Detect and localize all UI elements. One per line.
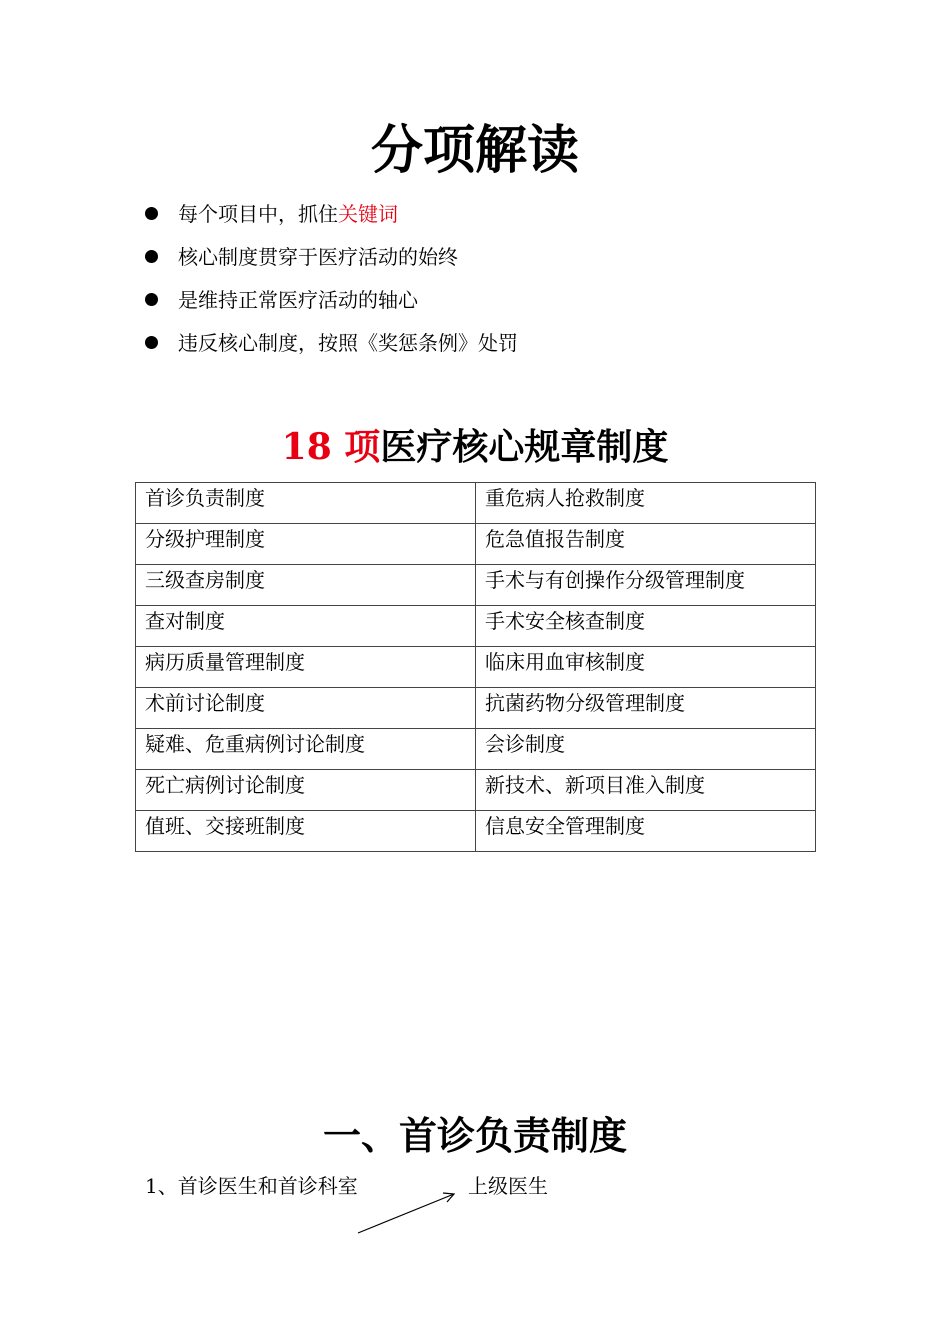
item-senior-doctor: 上级医生 — [468, 1174, 548, 1198]
table-row — [136, 770, 816, 811]
bullet-text: 核心制度贯穿于医疗活动的始终 — [178, 244, 458, 269]
table-cell: 会诊制度 — [476, 729, 816, 770]
table-cell: 危急值报告制度 — [476, 524, 816, 565]
bullet-text: 违反核心制度，按照《奖惩条例》处罚 — [178, 330, 518, 355]
table-cell: 信息安全管理制度 — [476, 811, 816, 852]
bullet-icon — [145, 207, 158, 220]
table-row — [136, 565, 816, 606]
table-row — [136, 811, 816, 852]
table-cell: 分级护理制度 — [136, 524, 476, 565]
table-cell: 首诊负责制度 — [136, 483, 476, 524]
table-row — [136, 606, 816, 647]
list-item — [145, 235, 518, 278]
table-cell: 查对制度 — [136, 606, 476, 647]
arrow-icon — [350, 1188, 465, 1238]
list-item — [145, 192, 518, 235]
table-row — [136, 729, 816, 770]
list-item — [145, 278, 518, 321]
section-title-text: 医疗核心规章制度 — [380, 426, 669, 468]
bullet-icon — [145, 336, 158, 349]
bullet-icon — [145, 250, 158, 263]
table-cell: 手术安全核查制度 — [476, 606, 816, 647]
table-row — [136, 647, 816, 688]
table-cell: 抗菌药物分级管理制度 — [476, 688, 816, 729]
bullet-text: 是维持正常医疗活动的轴心 — [178, 287, 418, 312]
table-cell: 死亡病例讨论制度 — [136, 770, 476, 811]
table-cell: 三级查房制度 — [136, 565, 476, 606]
table-cell: 术前讨论制度 — [136, 688, 476, 729]
bullet-text: 每个项目中，抓住 — [178, 201, 338, 226]
section-title — [0, 420, 950, 474]
table-cell: 疑难、危重病例讨论制度 — [136, 729, 476, 770]
table-cell: 新技术、新项目准入制度 — [476, 770, 816, 811]
list-item — [145, 321, 518, 364]
item-first-visit-doctor: 1、首诊医生和首诊科室 — [145, 1174, 358, 1198]
core-rules-table — [135, 482, 816, 852]
key-points-list — [145, 192, 518, 364]
bullet-highlight: 关键词 — [338, 201, 398, 226]
page-title: 分项解读 — [370, 121, 579, 181]
section-heading-first-visit: 一、首诊负责制度 — [322, 1114, 627, 1158]
section-title-count: 18 项 — [281, 426, 381, 468]
table-cell: 重危病人抢救制度 — [476, 483, 816, 524]
bullet-icon — [145, 293, 158, 306]
table-row — [136, 688, 816, 729]
table-cell: 手术与有创操作分级管理制度 — [476, 565, 816, 606]
table-row — [136, 524, 816, 565]
table-row — [136, 483, 816, 524]
table-cell: 值班、交接班制度 — [136, 811, 476, 852]
table-cell: 病历质量管理制度 — [136, 647, 476, 688]
table-cell: 临床用血审核制度 — [476, 647, 816, 688]
